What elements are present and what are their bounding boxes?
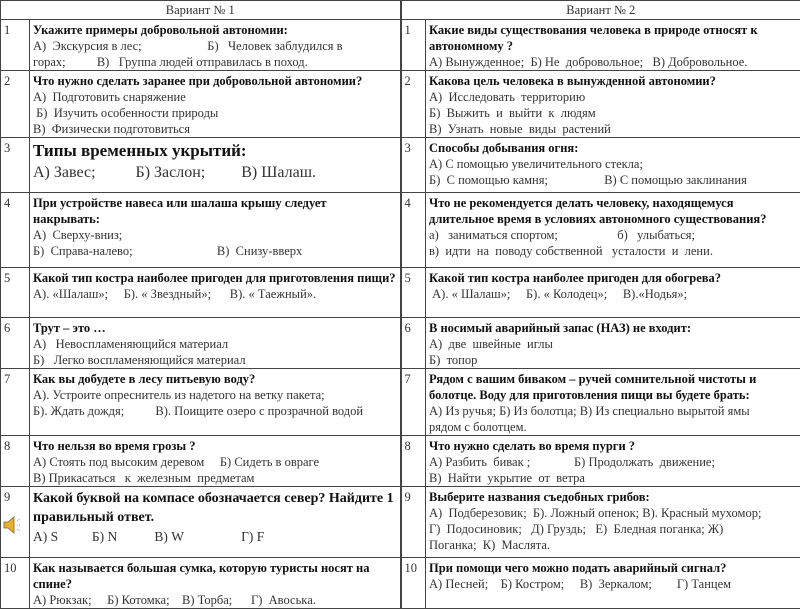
question-number: 4 [401,193,426,268]
question-cell-variant-1 [30,436,401,487]
question-cell-variant-1 [30,193,401,268]
answer-options: рядом с болотцем. [429,419,797,435]
question-number: 2 [401,71,426,138]
question-cell-variant-1 [30,138,401,193]
answer-options: Б) С помощью камня; В) С помощью заклинания [429,172,797,188]
answer-options: А) Стоять под высоким деревом Б) Сидеть в овраге [33,454,397,470]
question-cell-variant-2 [426,20,800,71]
question-number: 10 [401,558,426,609]
answer-options: а) заниматься спортом; б) улыбаться; [429,227,797,243]
answer-options: А) Разбить бивак ; Б) Продолжать движение; [429,454,797,470]
question-cell-variant-1 [30,20,401,71]
question-cell-variant-1 [30,71,401,138]
answer-options: А) две швейные иглы [429,336,797,352]
question-cell-variant-2 [426,268,800,318]
question-text: В носимый аварийный запас (НАЗ) не входит: [429,318,797,336]
answer-options: Б). Ждать дождя; В). Поищите озеро с прозрачной водой [33,403,397,419]
question-cell-variant-2 [426,369,800,436]
question-cell-variant-1 [30,487,401,558]
question-number: 3 [401,138,426,193]
answer-options: Г) Подосиновик; Д) Груздь; Е) Бледная поганка; Ж) [429,521,797,537]
question-number: 5 [401,268,426,318]
question-number: 7 [401,369,426,436]
answer-options: А) Вынужденное; Б) Не добровольное; В) Добровольное. [429,54,797,70]
question-text: Типы временных укрытий: [33,138,397,162]
question-cell-variant-1 [30,369,401,436]
variant-1-header: Вариант № 1 [1,1,401,20]
question-number: 4 [1,193,30,268]
question-cell-variant-2 [426,558,800,609]
question-number: 5 [1,268,30,318]
answer-options: А) Завес; Б) Заслон; В) Шалаш. [33,162,397,184]
question-row [1,138,800,193]
question-text: Укажите примеры добровольной автономии: [33,20,397,38]
answer-options: А) S Б) N В) W Г) F [33,527,397,546]
answer-options: Б) Легко воспламеняющийся материал [33,352,397,368]
question-cell-variant-2 [426,193,800,268]
question-row [1,193,800,268]
question-text: Какой тип костра наиболее пригоден для обогрева? [429,268,797,286]
answer-options: Б) топор [429,352,797,368]
question-number: 1 [1,20,30,71]
answer-options: А) Песней; Б) Костром; В) Зеркалом; Г) Танцем [429,576,797,592]
answer-options: А) Рюкзак; Б) Котомка; В) Торба; Г) Авоська. [33,592,397,608]
answer-options: А). « Шалаш»; Б). « Колодец»; В).«Нодья»; [429,286,797,302]
speaker-icon[interactable] [2,514,24,536]
question-text: Какие виды существования человека в природе относят к автономному ? [429,20,797,54]
question-text: Какой буквой на компасе обозначается север? Найдите 1 правильный ответ. [33,487,397,527]
answer-options: А) Подготовить снаряжение [33,89,397,105]
question-text: Какова цель человека в вынужденной автономии? [429,71,797,89]
question-cell-variant-2 [426,71,800,138]
question-number: 10 [1,558,30,609]
question-number: 3 [1,138,30,193]
question-text: Трут – это … [33,318,397,336]
question-text: Что нужно сделать заранее при добровольной автономии? [33,71,397,89]
question-number: 2 [1,71,30,138]
question-text: Рядом с вашим биваком – ручей сомнительной чистоты и болотце. Воду для приготовления пищи вы будете брать: [429,369,797,403]
question-cell-variant-1 [30,558,401,609]
question-row [1,487,800,558]
variant-2-header: Вариант № 2 [401,1,800,20]
answer-options: А) Подберезовик; Б). Ложный опенок; В). Красный мухомор; [429,505,797,521]
question-text: Что не рекомендуется делать человеку, находящемуся длительное время в условиях автономного существования? [429,193,797,227]
question-row [1,71,800,138]
answer-options: А). Устроите опреснитель из надетого на ветку пакета; [33,387,397,403]
answer-options: А). «Шалаш»; Б). « Звездный»; В). « Таежный». [33,286,397,302]
answer-options: Поганка; К) Маслята. [429,537,797,553]
question-cell-variant-1 [30,318,401,369]
answer-options: А) С помощью увеличительного стекла; [429,156,797,172]
question-row [1,369,800,436]
question-text: Что нельзя во время грозы ? [33,436,397,454]
question-number: 7 [1,369,30,436]
answer-options: А) Сверху-вниз; [33,227,397,243]
question-number: 1 [401,20,426,71]
question-row [1,20,800,71]
answer-options: Б) Изучить особенности природы [33,105,397,121]
question-cell-variant-1 [30,268,401,318]
question-number: 9 [1,487,30,558]
answer-options: Б) Справа-налево; В) Снизу-вверх [33,243,397,259]
question-row [1,436,800,487]
question-cell-variant-2 [426,138,800,193]
question-number: 6 [1,318,30,369]
answer-options: А) Экскурсия в лес; Б) Человек заблудился в [33,38,397,54]
question-row [1,268,800,318]
question-text: Выберите названия съедобных грибов: [429,487,797,505]
question-text: Что нужно сделать во время пурги ? [429,436,797,454]
question-number: 6 [401,318,426,369]
question-text: При устройстве навеса или шалаша крышу следует накрывать: [33,193,397,227]
question-text: Как называется большая сумка, которую туристы носят на спине? [33,558,397,592]
answer-options: А) Невоспламеняющийся материал [33,336,397,352]
answer-options: В) Физически подготовиться [33,121,397,137]
answer-options: А) Исследовать территорию [429,89,797,105]
answer-options: В) Узнать новые виды растений [429,121,797,137]
question-cell-variant-2 [426,436,800,487]
question-text: Какой тип костра наиболее пригоден для приготовления пищи? [33,268,397,286]
answer-options: В) Прикасаться к железным предметам [33,470,397,486]
answer-options: А) Из ручья; Б) Из болотца; В) Из специально вырытой ямы [429,403,797,419]
question-number: 8 [401,436,426,487]
question-number: 8 [1,436,30,487]
answer-options: в) идти на поводу собственной усталости и лени. [429,243,797,259]
question-cell-variant-2 [426,487,800,558]
question-row [1,318,800,369]
question-number: 9 [401,487,426,558]
question-text: При помощи чего можно подать аварийный сигнал? [429,558,797,576]
answer-options: горах; В) Группа людей отправилась в поход. [33,54,397,70]
answer-options: Б) Выжить и выйти к людям [429,105,797,121]
question-cell-variant-2 [426,318,800,369]
question-text: Как вы добудете в лесу питьевую воду? [33,369,397,387]
question-text: Способы добывания огня: [429,138,797,156]
question-row [1,558,800,609]
answer-options: В) Найти укрытие от ветра [429,470,797,486]
